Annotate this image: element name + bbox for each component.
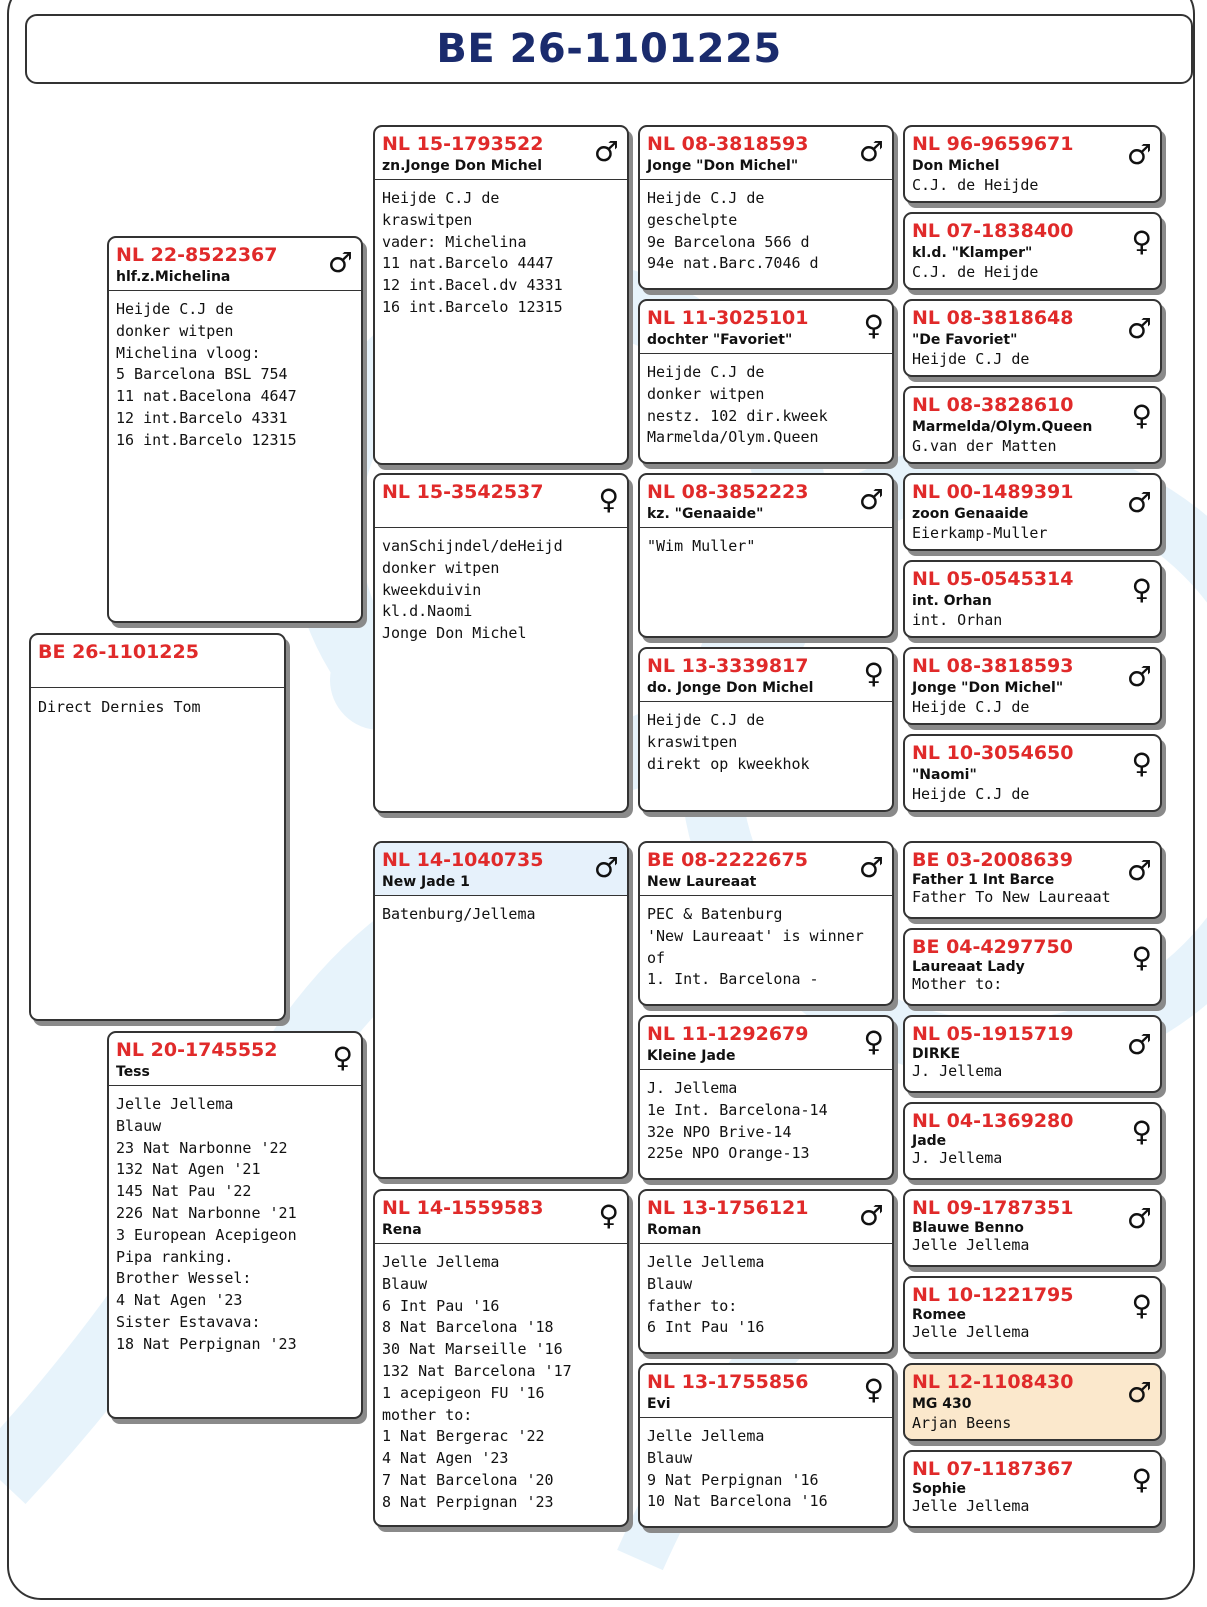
great-grandparent-card[interactable]: [638, 473, 894, 638]
ring-number: BE 03-2008639: [912, 849, 1073, 871]
pigeon-name: Evi: [647, 1396, 671, 1412]
ring-number: NL 15-3542537: [382, 481, 544, 503]
breeder-name: Heijde C.J de: [912, 698, 1030, 716]
ancestor-card[interactable]: [903, 1102, 1162, 1180]
male-icon: ♂: [1126, 1202, 1152, 1235]
pigeon-details: "Wim Muller": [647, 537, 756, 555]
ancestor-card[interactable]: [903, 212, 1162, 290]
breeder-name: Eierkamp-Muller: [912, 524, 1048, 542]
ring-number: BE 08-2222675: [647, 849, 808, 871]
pigeon-name: Laureaat Lady: [912, 959, 1025, 975]
male-icon: ♂: [1126, 138, 1152, 171]
female-icon: ♀: [1131, 747, 1152, 780]
pigeon-name: kl.d. "Klamper": [912, 245, 1033, 261]
grandmother-maternal-card[interactable]: [373, 1189, 629, 1527]
pigeon-name: "De Favoriet": [912, 332, 1018, 348]
breeder-name: Jelle Jellema: [912, 1323, 1030, 1341]
male-icon: ♂: [1126, 486, 1152, 519]
ancestor-card[interactable]: [903, 299, 1162, 377]
page-title: BE 26-1101225: [436, 26, 782, 72]
great-grandparent-card[interactable]: [638, 125, 894, 290]
female-icon: ♀: [332, 1041, 353, 1074]
pigeon-name: do. Jonge Don Michel: [647, 680, 814, 696]
ancestor-card[interactable]: [903, 1450, 1162, 1528]
female-icon: ♀: [1131, 941, 1152, 974]
pigeon-name: hlf.z.Michelina: [116, 269, 231, 285]
great-grandparent-card[interactable]: [638, 1363, 894, 1528]
great-grandparent-card[interactable]: [638, 1015, 894, 1180]
pigeon-name: Tess: [116, 1064, 150, 1080]
pigeon-details: Heijde C.J de donker witpen nestz. 102 dir.kweek Marmelda/Olym.Queen: [647, 363, 828, 447]
ring-number: NL 07-1838400: [912, 220, 1074, 242]
breeder-name: Jelle Jellema: [912, 1236, 1030, 1254]
ring-number: NL 09-1787351: [912, 1197, 1074, 1219]
ancestor-card[interactable]: [903, 560, 1162, 638]
female-icon: ♀: [863, 657, 884, 690]
pigeon-name: New Jade 1: [382, 874, 470, 890]
title-box: [25, 14, 1193, 84]
great-grandparent-card[interactable]: [638, 1189, 894, 1354]
pigeon-name: "Naomi": [912, 767, 977, 783]
pigeon-name: Jonge "Don Michel": [912, 680, 1064, 696]
ring-number: NL 08-3818593: [647, 133, 809, 155]
female-icon: ♀: [598, 1199, 619, 1232]
male-icon: ♂: [858, 483, 884, 516]
pigeon-details: Heijde C.J de kraswitpen vader: Michelina 11 nat.Barcelo 4447 12 int.Bacel.dv 4331 16 int.Barcelo 12315: [382, 189, 563, 316]
ancestor-card[interactable]: [903, 1015, 1162, 1093]
ancestor-card[interactable]: [903, 1276, 1162, 1354]
pigeon-details: Jelle Jellema Blauw 6 Int Pau '16 8 Nat Barcelona '18 30 Nat Marseille '16 132 Nat Barcelona '17 1 acepigeon FU '16 mother to: 1 Nat Bergerac '22 4 Nat Agen '23 7 Nat Barcelona '20 8 Nat Perpignan '23: [382, 1253, 572, 1511]
ring-number: NL 96-9659671: [912, 133, 1074, 155]
breeder-name: int. Orhan: [912, 611, 1003, 629]
ancestor-card[interactable]: [903, 473, 1162, 551]
grandmother-paternal-card[interactable]: [373, 473, 629, 813]
great-grandparent-card[interactable]: [638, 841, 894, 1006]
breeder-name: G.van der Matten: [912, 437, 1057, 455]
ring-number: NL 08-3852223: [647, 481, 809, 503]
pigeon-details: J. Jellema 1e Int. Barcelona-14 32e NPO Brive-14 225e NPO Orange-13: [647, 1079, 828, 1163]
ancestor-card[interactable]: [903, 647, 1162, 725]
ancestor-card[interactable]: [903, 734, 1162, 812]
pigeon-name: zn.Jonge Don Michel: [382, 158, 542, 174]
ring-number: NL 05-1915719: [912, 1023, 1074, 1045]
female-icon: ♀: [598, 483, 619, 516]
pigeon-name: Father 1 Int Barce: [912, 872, 1055, 888]
female-icon: ♀: [863, 1025, 884, 1058]
father-card[interactable]: [107, 236, 363, 623]
ring-number: NL 10-1221795: [912, 1284, 1074, 1306]
male-icon: ♂: [858, 1199, 884, 1232]
breeder-name: J. Jellema: [912, 1149, 1003, 1167]
pigeon-name: zoon Genaaide: [912, 506, 1029, 522]
ancestor-card[interactable]: [903, 841, 1162, 919]
ancestor-card[interactable]: [903, 386, 1162, 464]
pigeon-name: Romee: [912, 1307, 966, 1323]
female-icon: ♀: [1131, 1463, 1152, 1496]
female-icon: ♀: [863, 309, 884, 342]
female-icon: ♀: [1131, 1289, 1152, 1322]
male-icon: ♂: [858, 851, 884, 884]
ring-number: NL 22-8522367: [116, 244, 278, 266]
female-icon: ♀: [1131, 225, 1152, 258]
male-icon: ♂: [327, 246, 353, 279]
pigeon-name: Sophie: [912, 1481, 966, 1497]
breeder-name: Heijde C.J de: [912, 350, 1030, 368]
female-icon: ♀: [1131, 573, 1152, 606]
pigeon-details: Heijde C.J de donker witpen Michelina vloog: 5 Barcelona BSL 754 11 nat.Bacelona 4647 12 int.Barcelo 4331 16 int.Barcelo 12315: [116, 300, 297, 449]
pigeon-name: dochter "Favoriet": [647, 332, 793, 348]
ring-number: NL 10-3054650: [912, 742, 1074, 764]
ring-number: NL 13-3339817: [647, 655, 809, 677]
great-grandparent-card[interactable]: [638, 647, 894, 812]
ring-number: NL 15-1793522: [382, 133, 544, 155]
ring-number: NL 08-3818593: [912, 655, 1074, 677]
pigeon-name: DIRKE: [912, 1046, 961, 1062]
great-grandparent-card[interactable]: [638, 299, 894, 464]
female-icon: ♀: [1131, 1115, 1152, 1148]
pigeon-name: Marmelda/Olym.Queen: [912, 419, 1093, 435]
pigeon-details: Heijde C.J de kraswitpen direkt op kweekhok: [647, 711, 810, 773]
ring-number: NL 00-1489391: [912, 481, 1074, 503]
ring-number: BE 26-1101225: [38, 641, 199, 663]
pigeon-name: Don Michel: [912, 158, 1000, 174]
male-icon: ♂: [593, 851, 619, 884]
mother-card[interactable]: [107, 1031, 363, 1419]
pigeon-details: PEC & Batenburg 'New Laureaat' is winner of 1. Int. Barcelona -: [647, 905, 864, 989]
ring-number: NL 13-1755856: [647, 1371, 809, 1393]
pigeon-name: Rena: [382, 1222, 422, 1238]
pigeon-details: Jelle Jellema Blauw 23 Nat Narbonne '22 132 Nat Agen '21 145 Nat Pau '22 226 Nat Narbonne '21 3 European Acepigeon Pipa ranking. Brother Wessel: 4 Nat Agen '23 Sister Estavava: 18 Nat Perpignan '23: [116, 1095, 297, 1353]
male-icon: ♂: [1126, 1028, 1152, 1061]
pigeon-details: Batenburg/Jellema: [382, 905, 536, 923]
ring-number: NL 11-3025101: [647, 307, 809, 329]
pigeon-details: Jelle Jellema Blauw father to: 6 Int Pau '16: [647, 1253, 765, 1337]
ring-number: NL 12-1108430: [912, 1371, 1074, 1393]
breeder-name: J. Jellema: [912, 1062, 1003, 1080]
breeder-name: C.J. de Heijde: [912, 263, 1039, 281]
male-icon: ♂: [1126, 660, 1152, 693]
ancestor-card[interactable]: [903, 928, 1162, 1006]
ring-number: NL 08-3818648: [912, 307, 1074, 329]
male-icon: ♂: [858, 135, 884, 168]
ring-number: NL 13-1756121: [647, 1197, 809, 1219]
subject-card[interactable]: [29, 633, 286, 1021]
pigeon-name: Jade: [912, 1133, 947, 1149]
breeder-name: Jelle Jellema: [912, 1497, 1030, 1515]
breeder-name: Father To New Laureaat: [912, 888, 1111, 906]
pigeon-name: Jonge "Don Michel": [647, 158, 799, 174]
pigeon-name: kz. "Genaaide": [647, 506, 764, 522]
ancestor-card[interactable]: [903, 1189, 1162, 1267]
breeder-name: C.J. de Heijde: [912, 176, 1039, 194]
pigeon-name: Roman: [647, 1222, 702, 1238]
ring-number: NL 20-1745552: [116, 1039, 278, 1061]
ring-number: NL 04-1369280: [912, 1110, 1074, 1132]
pigeon-details: vanSchijndel/deHeijd donker witpen kweekduivin kl.d.Naomi Jonge Don Michel: [382, 537, 563, 643]
pigeon-details: Heijde C.J de geschelpte 9e Barcelona 566 d 94e nat.Barc.7046 d: [647, 189, 819, 273]
pigeon-details: Direct Dernies Tom: [38, 698, 201, 716]
pigeon-name: Kleine Jade: [647, 1048, 736, 1064]
pigeon-name: Blauwe Benno: [912, 1220, 1024, 1236]
male-icon: ♂: [593, 135, 619, 168]
ring-number: NL 14-1559583: [382, 1197, 544, 1219]
ring-number: NL 08-3828610: [912, 394, 1074, 416]
breeder-name: Arjan Beens: [912, 1414, 1012, 1432]
grandfather-maternal-card[interactable]: [373, 841, 629, 1179]
male-icon: ♂: [1126, 312, 1152, 345]
ring-number: BE 04-4297750: [912, 936, 1073, 958]
grandfather-paternal-card[interactable]: [373, 125, 629, 465]
ring-number: NL 11-1292679: [647, 1023, 809, 1045]
ring-number: NL 14-1040735: [382, 849, 544, 871]
female-icon: ♀: [863, 1373, 884, 1406]
breeder-name: Heijde C.J de: [912, 785, 1030, 803]
ring-number: NL 05-0545314: [912, 568, 1074, 590]
pigeon-name: MG 430: [912, 1396, 972, 1412]
breeder-name: Mother to:: [912, 975, 1003, 993]
male-icon: ♂: [1126, 1376, 1152, 1409]
female-icon: ♀: [1131, 399, 1152, 432]
male-icon: ♂: [1126, 854, 1152, 887]
ancestor-card-highlighted[interactable]: [903, 1363, 1162, 1441]
ring-number: NL 07-1187367: [912, 1458, 1074, 1480]
ancestor-card[interactable]: [903, 125, 1162, 203]
pigeon-details: Jelle Jellema Blauw 9 Nat Perpignan '16 10 Nat Barcelona '16: [647, 1427, 828, 1511]
pigeon-name: int. Orhan: [912, 593, 992, 609]
pigeon-name: New Laureaat: [647, 874, 757, 890]
